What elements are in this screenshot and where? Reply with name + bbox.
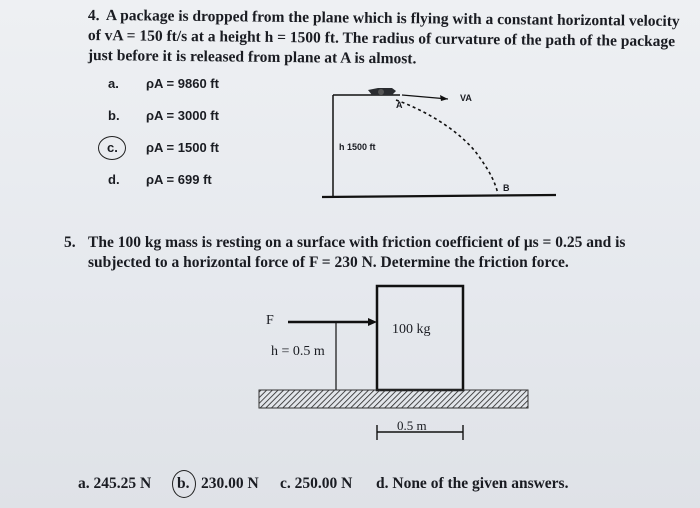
q5-option-a: a. 245.25 N [78,475,152,492]
mass-block [377,286,463,390]
mass-label: 100 kg [392,322,431,337]
q4-option-b: ρA = 3000 ft [146,108,219,123]
velocity-label: VA [460,93,472,103]
q5-line-2: subjected to a horizontal force of F = 230 N. Determine the friction force. [88,254,569,271]
force-arrowhead-icon [368,318,377,326]
q4-line-3: just before it is released from plane at A is almost. [87,47,417,68]
q5-option-b: 230.00 N [201,475,259,492]
hatched-floor [259,390,528,408]
height-label: h 1500 ft [339,142,376,152]
q5-option-c: c. 250.00 N [280,475,353,492]
q5-line-1: The 100 kg mass is resting on a surface with friction coefficient of μs = 0.25 and is [88,234,626,251]
q5-number: 5. [64,234,76,251]
q4-option-d: ρA = 699 ft [146,172,212,187]
force-label: F [266,313,274,328]
q4-option-a: ρA = 9860 ft [146,76,219,91]
q4-number: 4. [87,7,100,25]
q4-option-c-letter: c. [107,140,118,155]
q5-option-b-letter: b. [177,475,190,492]
point-b-label: B [503,183,510,193]
height-dimension-label: h = 0.5 m [271,344,325,359]
q5-option-d: d. None of the given answers. [376,475,569,492]
q4-option-c: ρA = 1500 ft [146,140,219,155]
q4-line-2: of vA = 150 ft/s at a height h = 1500 ft. The radius of curvature of the path of the package [87,27,676,51]
q4-option-a-letter: a. [108,76,119,91]
q4-option-d-letter: d. [108,172,120,187]
width-dimension-label: 0.5 m [397,418,427,433]
q4-option-b-letter: b. [108,108,120,123]
point-a-label: A [396,100,403,110]
q4-line-1: A package is dropped from the plane which is flying with a constant horizontal velocity [105,7,680,31]
